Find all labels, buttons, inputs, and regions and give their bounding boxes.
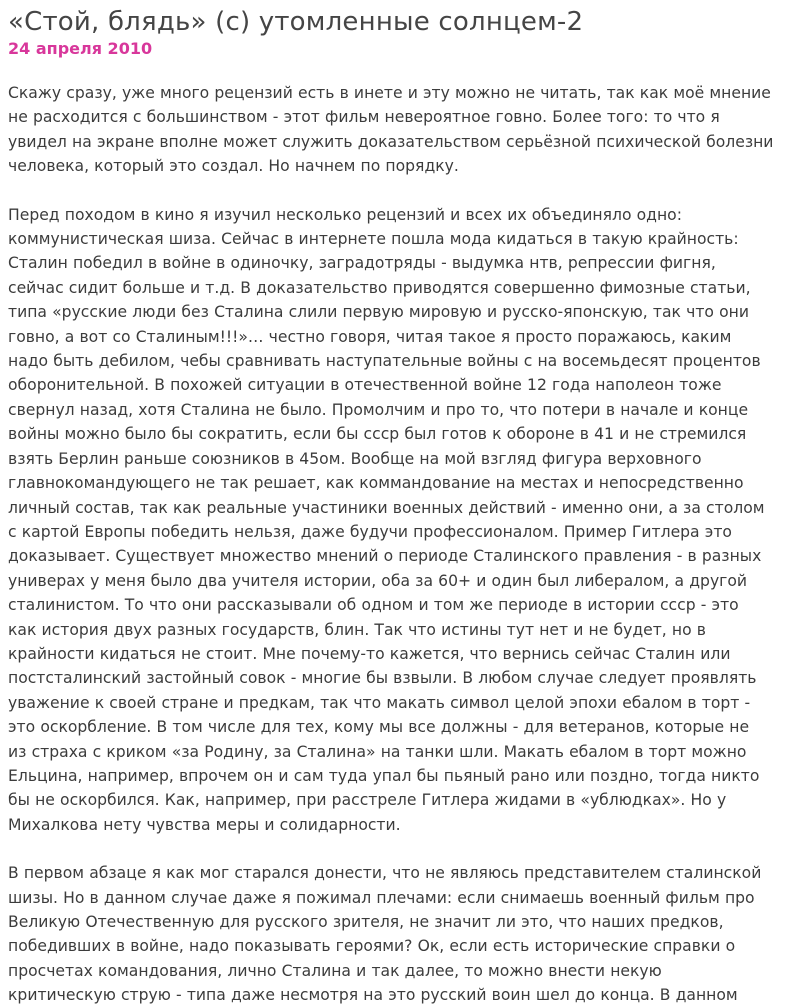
paragraph-3: В первом абзаце я как мог старался донести, что не являюсь представителем сталинской шизы. Но в данном случае даже я пожимал плечами: если снимаешь военный фильм про Великую Отечественную для русского зрителя, не значит ли это, что наших предков, победивших в войне, надо показывать героями? Ок, если есть исторические справки о просчетах командования, лично Сталина и так далее, то можно внести некую критическую струю - типа даже несмотря на это русский воин шел до конца. В данном (8, 864, 762, 1005)
post-body (8, 81, 790, 1008)
post-date: 24 апреля 2010 (8, 39, 153, 58)
paragraph-2: Перед походом в кино я изучил несколько рецензий и всех их объединяло одно: коммунистическая шиза. Сейчас в интернете пошла мода кидаться в такую крайность: Сталин победил в войне в одиночку, заградотряды - выдумка нтв, репрессии фигня, сейчас сидит больше и т.д. В доказательство приводятся совершенно фимозные статьи, типа «русские люди без Сталина слили первую мировую и русско-японскую, так что они говно, а вот со Сталиным!!!»… честно говоря, читая такое я просто поражаюсь, каким надо быть дебилом, чебы сравнивать наступательные войны с на восемьдесят процентов оборонительной. В похожей ситуации в отечественной войне 12 года наполеон тоже свернул назад, хотя Сталина не было. Промолчим и про то, что потери в начале и конце войны можно было бы сократить, если бы ссср был готов к обороне в 41 и не стремился взять Берлин раньше союзников в 45ом. Вообще на мой взгляд фигура верховного главнокомандующего не так решает, как коммандование на местах и непосредственно личный состав, так как реальные участиники военных действий - именно они, а за столом с картой Европы победить нельзя, даже будучи профессионалом. Пример Гитлера это доказывает. Существует множество мнений о периоде Сталинского правления - в разных универах у меня было два учителя истории, оба за 60+ и один был либералом, а другой сталинистом. То что они рассказывали об одном и том же периоде в истории ссср - это как история двух разных государств, блин. Так что истины тут нет и не будет, но в крайности кидаться не стоит. Мне почему-то кажется, что вернись сейчас Сталин или постсталинский застойный совок - многие бы взвыли. В любом случае следует проявлять уважение к своей стране и предкам, так что макать символ целой эпохи ебалом в торт - это оскорбление. В том числе для тех, кому мы все должны - для ветеранов, которые не из страха с криком «за Родину, за Сталина» на танки шли. Макать ебалом в торт можно Ельцина, например, впрочем он и сам туда упал бы пьяный рано или поздно, тогда никто бы не оскорбился. Как, например, при расстреле Гитлера жидами в «ублюдках». Но у Михалкова нету чувства меры и солидарности. (8, 205, 765, 834)
paragraph-1: Скажу сразу, уже много рецензий есть в инете и эту можно не читать, так как моё мнение не расходится с большинством - этот фильм невероятное говно. Более того: то что я увидел на экране вполне может служить доказательством серьёзной психической болезни человека, который это создал. Но начнем по порядку. (8, 84, 774, 176)
post-title: «Стой, блядь» (с) утомленные солнцем-2 (8, 7, 584, 37)
